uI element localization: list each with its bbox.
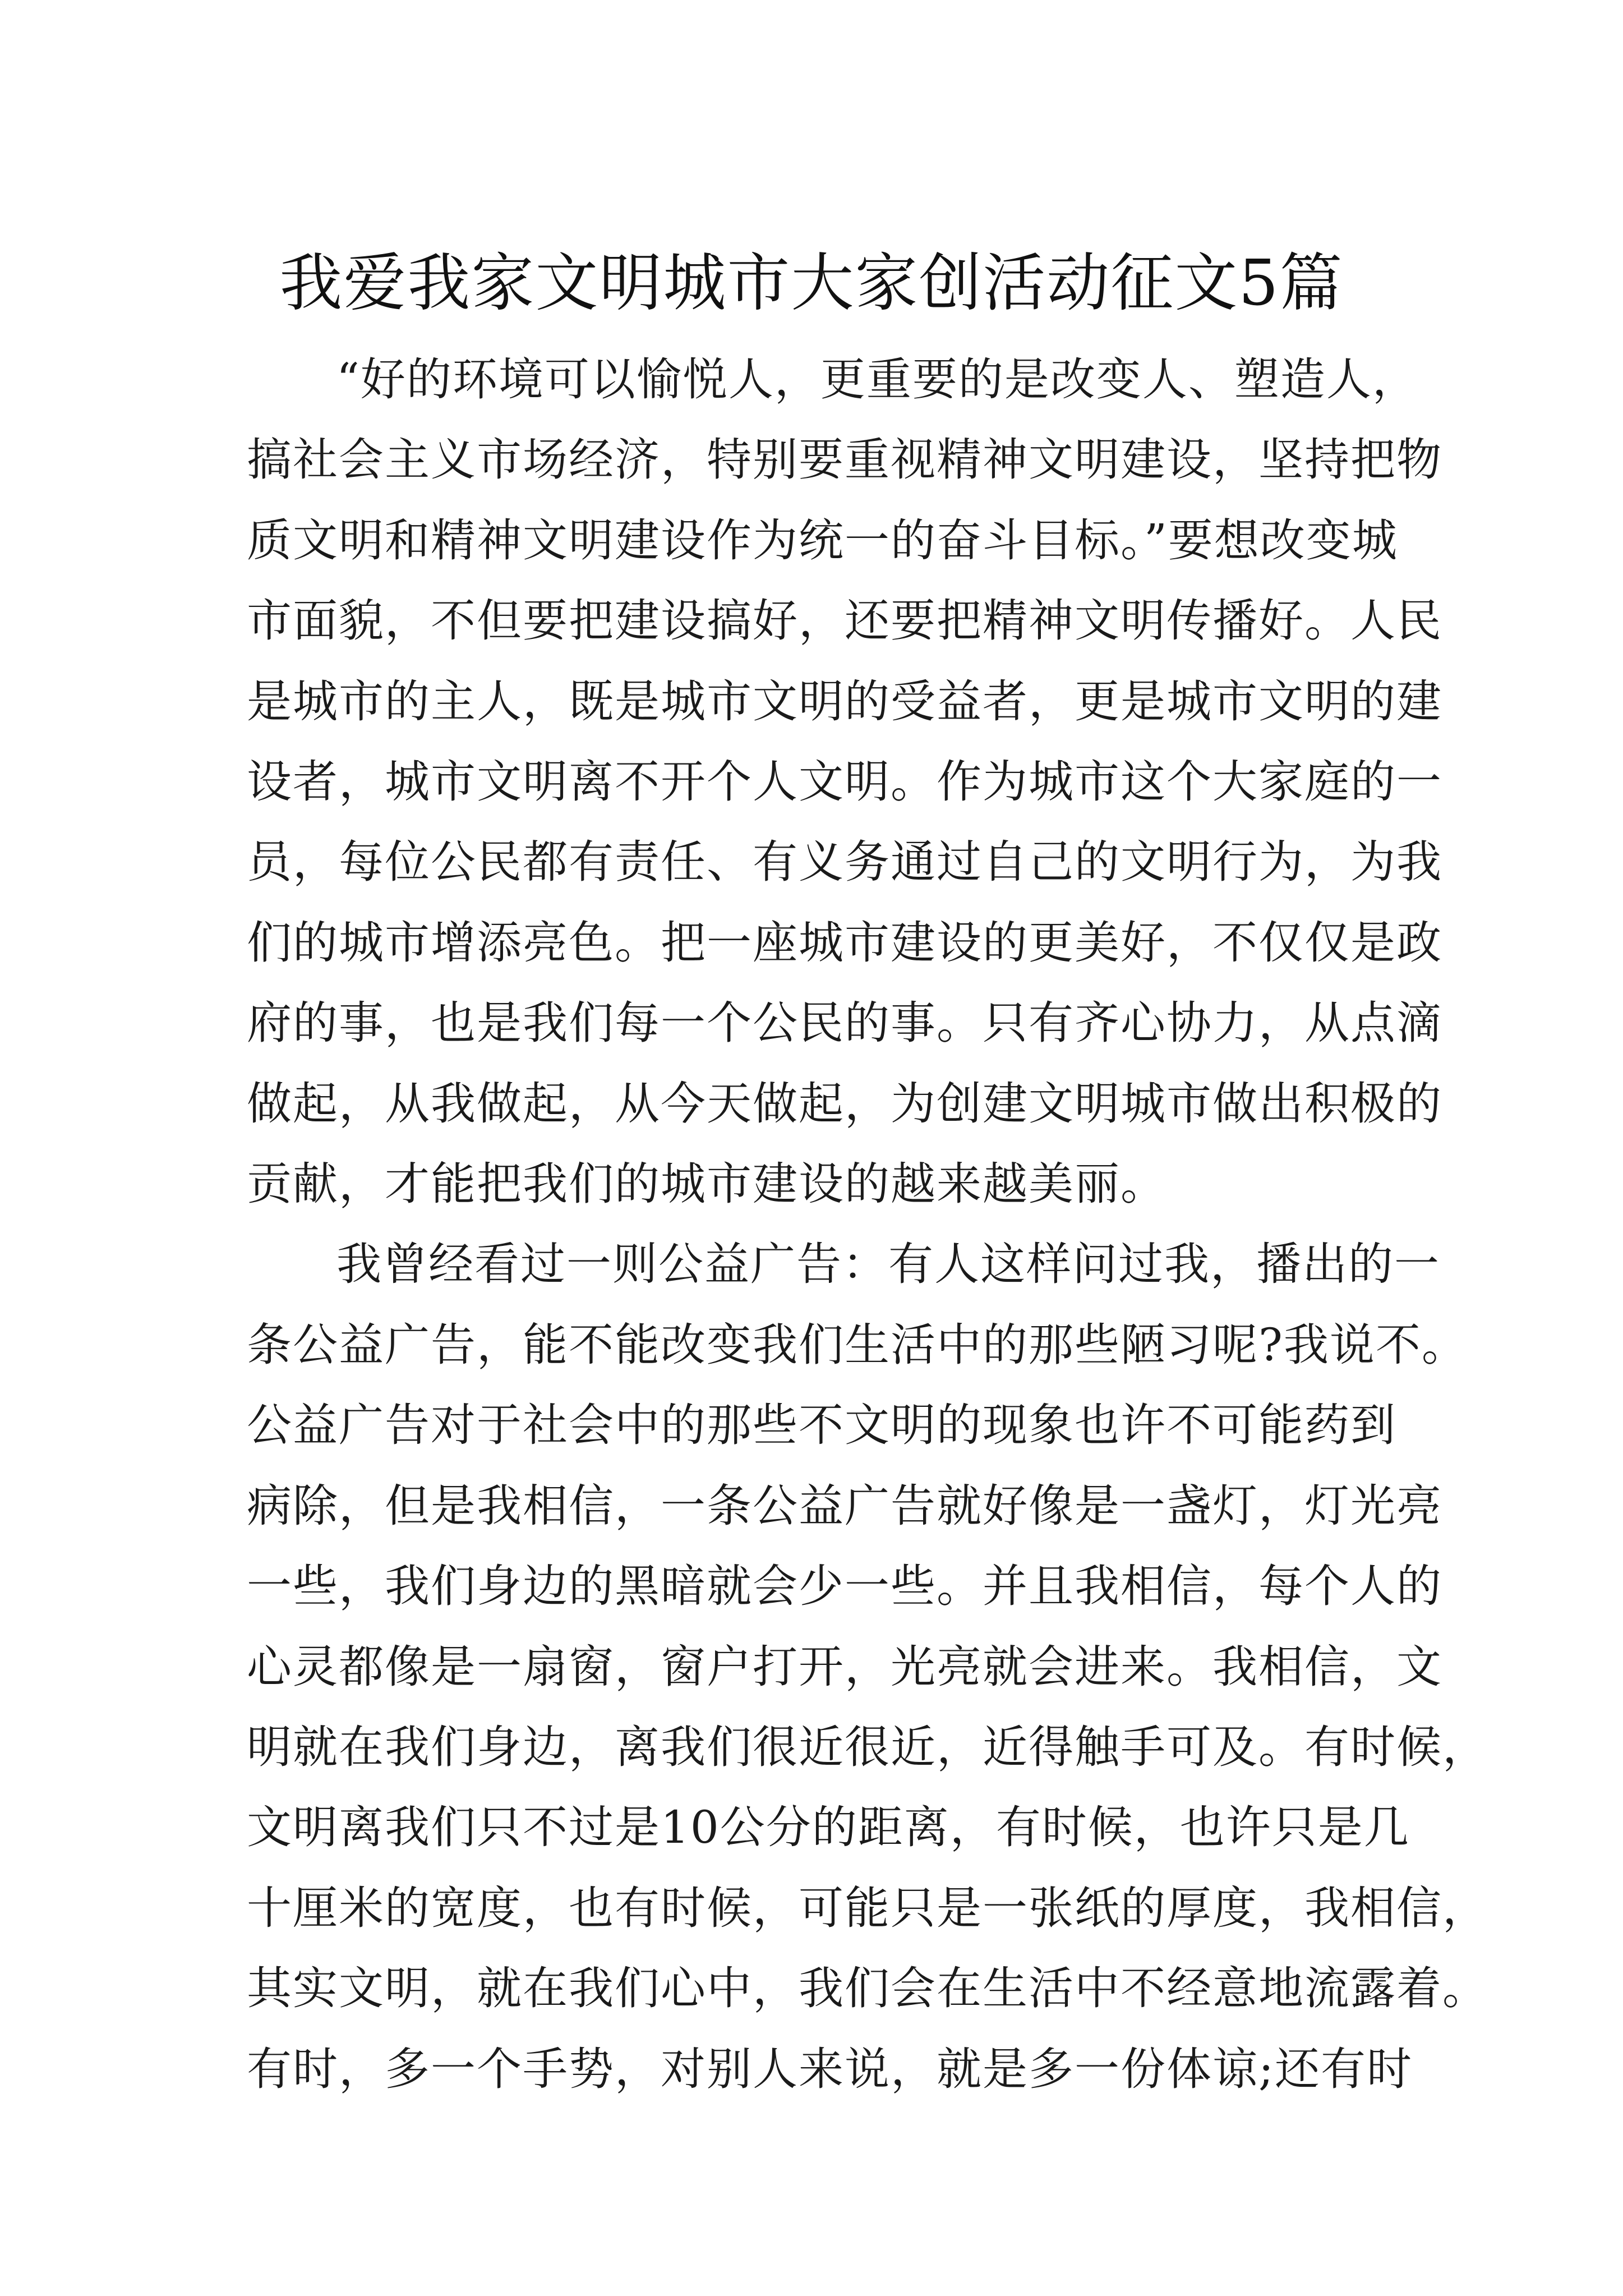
text-line: 市面貌，不但要把建设搞好，还要把精神文明传播好。人民: [247, 595, 1442, 647]
text-line: 做起，从我做起，从今天做起，为创建文明城市做出积极的: [247, 1077, 1442, 1130]
text-line: 搞社会主义市场经济，特别要重视精神文明建设，坚持把物: [247, 434, 1442, 486]
text-line: 质文明和精神文明建设作为统一的奋斗目标。”要想改变城: [247, 514, 1398, 567]
text-line: 们的城市增添亮色。把一座城市建设的更美好，不仅仅是政: [247, 916, 1442, 969]
text-line: 病除，但是我相信，一条公益广告就好像是一盏灯，灯光亮: [247, 1479, 1442, 1532]
text-line: 条公益广告，能不能改变我们生活中的那些陋习呢?我说不。: [247, 1318, 1468, 1371]
text-line: 员，每位公民都有责任、有义务通过自己的文明行为，为我: [247, 836, 1442, 889]
text-line: 十厘米的宽度，也有时候，可能只是一张纸的厚度，我相信，: [247, 1881, 1488, 1934]
text-line: 府的事，也是我们每一个公民的事。只有齐心协力，从点滴: [247, 997, 1442, 1050]
text-line: 有时，多一个手势，对别人来说，就是多一份体谅;还有时: [247, 2042, 1413, 2095]
text-line: 设者，城市文明离不开个人文明。作为城市这个大家庭的一: [247, 756, 1442, 808]
paragraph-2: [247, 1224, 1488, 2109]
text-line: 公益广告对于社会中的那些不文明的现象也许不可能药到: [247, 1399, 1396, 1452]
paragraph-1: [247, 339, 1442, 1224]
text-line: 文明离我们只不过是10公分的距离，有时候，也许只是几: [247, 1801, 1410, 1854]
text-line: 其实文明，就在我们心中，我们会在生活中不经意地流露着。: [247, 1962, 1488, 2015]
document-body: [247, 339, 1488, 2109]
text-line: 我曾经看过一则公益广告：有人这样问过我，播出的一: [336, 1238, 1440, 1291]
text-line: 明就在我们身边，离我们很近很近，近得触手可及。有时候，: [247, 1720, 1488, 1773]
text-line: “好的环境可以愉悦人，更重要的是改变人、塑造人，: [336, 353, 1418, 406]
text-line: 一些，我们身边的黑暗就会少一些。并且我相信，每个人的: [247, 1560, 1442, 1613]
text-line: 贡献，才能把我们的城市建设的越来越美丽。: [247, 1158, 1166, 1211]
text-line: 是城市的主人，既是城市文明的受益者，更是城市文明的建: [247, 675, 1442, 728]
text-line: 心灵都像是一扇窗，窗户打开，光亮就会进来。我相信，文: [247, 1640, 1442, 1693]
document-title: 我爱我家文明城市大家创活动征文5篇: [279, 247, 1344, 320]
